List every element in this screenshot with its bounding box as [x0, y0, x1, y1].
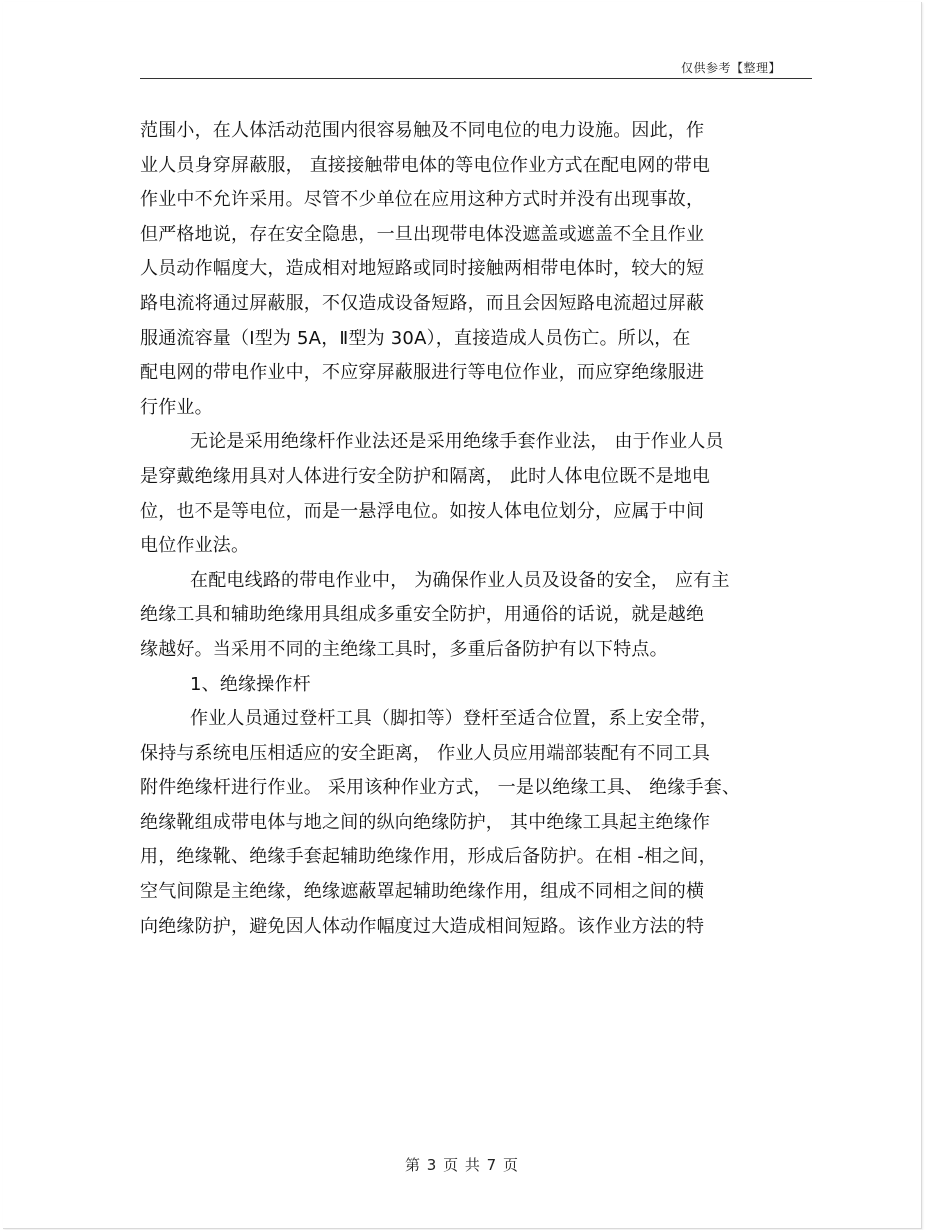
page-header: 仅供参考【整理】: [680, 61, 781, 75]
text-line: 作业中不允许采用。尽管不少单位在应用这种方式时并没有出现事故，: [140, 189, 705, 211]
text-line: 人员动作幅度大，造成相对地短路或同时接触两相带电体时，较大的短: [140, 258, 705, 280]
text-line: 空气间隙是主绝缘，绝缘遮蔽罩起辅助绝缘作用，组成不同相之间的横: [140, 881, 705, 903]
text-line: 行作业。: [140, 396, 213, 418]
text-line: 绝缘靴组成带电体与地之间的纵向绝缘防护， 其中绝缘工具起主绝缘作: [140, 811, 711, 833]
text-line: 位，也不是等电位，而是一悬浮电位。如按人体电位划分，应属于中间: [140, 500, 705, 522]
paragraph-start: 无论是采用绝缘杆作业法还是采用绝缘手套作业法， 由于作业人员: [190, 431, 724, 453]
text-line: 附件绝缘杆进行作业。 采用该种作业方式， 一是以绝缘工具、 绝缘手套、: [140, 777, 741, 799]
text-line: 用，绝缘靴、绝缘手套起辅助绝缘作用，形成后备防护。在相 -相之间，: [140, 846, 717, 868]
header-divider: [140, 78, 812, 79]
page-number: 第 3 页 共 7 页: [405, 1156, 519, 1174]
document-page: [3, 2, 922, 1229]
section-heading: 1、绝缘操作杆: [190, 673, 311, 695]
text-line: 范围小，在人体活动范围内很容易触及不同电位的电力设施。因此，作: [140, 120, 705, 141]
text-line: 服通流容量（Ⅰ型为 5A，Ⅱ型为 30A），直接造成人员伤亡。所以，在: [140, 327, 691, 349]
text-line: 是穿戴绝缘用具对人体进行安全防护和隔离， 此时人体电位既不是地电: [140, 465, 711, 487]
paragraph-start: 作业人员通过登杆工具（脚扣等）登杆至适合位置，系上安全带，: [190, 708, 718, 730]
text-line: 绝缘工具和辅助绝缘用具组成多重安全防护，用通俗的话说，就是越绝: [140, 604, 705, 626]
text-line: 路电流将通过屏蔽服，不仅造成设备短路，而且会因短路电流超过屏蔽: [140, 292, 705, 314]
paragraph-start: 在配电线路的带电作业中， 为确保作业人员及设备的安全， 应有主: [190, 569, 730, 591]
body-text: [140, 114, 820, 944]
text-line: 保持与系统电压相适应的安全距离， 作业人员应用端部装配有不同工具: [140, 742, 711, 764]
text-line: 业人员身穿屏蔽服， 直接接触带电体的等电位作业方式在配电网的带电: [140, 154, 711, 176]
text-line: 但严格地说，存在安全隐患，一旦出现带电体没遮盖或遮盖不全且作业: [140, 223, 705, 245]
text-line: 电位作业法。: [140, 535, 250, 557]
text-line: 配电网的带电作业中，不应穿屏蔽服进行等电位作业，而应穿绝缘服进: [140, 362, 705, 384]
text-line: 缘越好。当采用不同的主绝缘工具时，多重后备防护有以下特点。: [140, 638, 668, 660]
text-line: 向绝缘防护，避免因人体动作幅度过大造成相间短路。该作业方法的特: [140, 915, 705, 937]
